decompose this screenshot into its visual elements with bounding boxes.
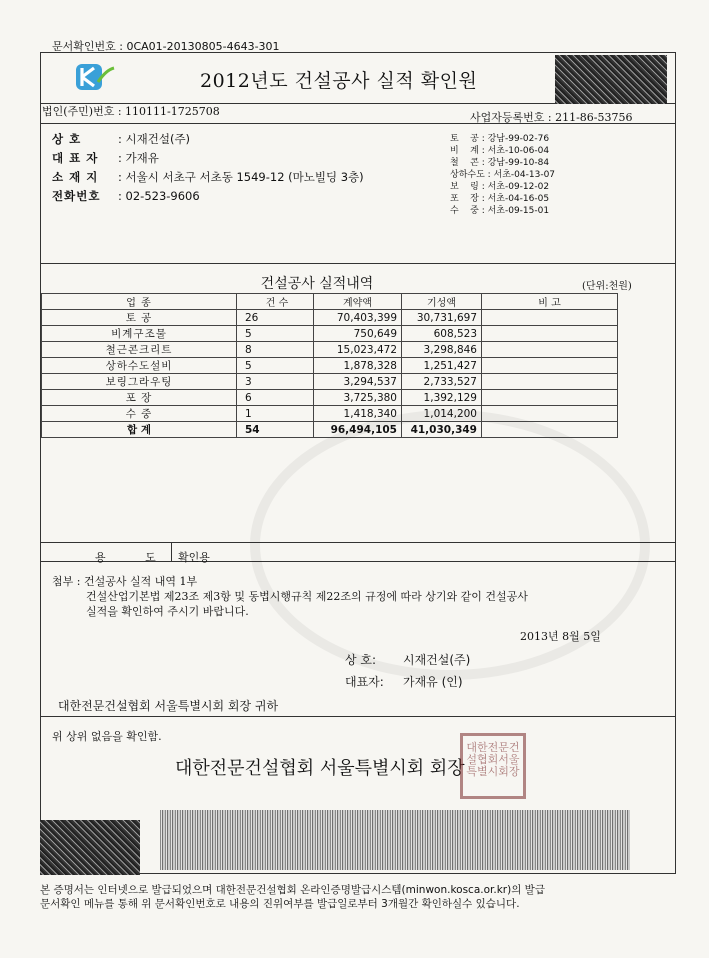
issue-date: 2013년 8월 5일 — [520, 630, 601, 643]
license-item: 수 중 : 서초-09-15-01 — [450, 206, 550, 216]
cell-contract: 750,649 — [314, 326, 402, 342]
total-contract: 96,494,105 — [314, 422, 402, 438]
cell-completed: 1,251,427 — [402, 358, 482, 374]
company-name-label: 상 호 — [52, 132, 82, 146]
cell-contract: 70,403,399 — [314, 310, 402, 326]
signature-company-label: 상 호: — [345, 653, 377, 667]
cell-category: 수 중 — [42, 406, 237, 422]
cell-note — [482, 342, 618, 358]
qr-code-top — [555, 55, 667, 104]
signature-rep-label: 대표자: — [345, 675, 384, 689]
total-count: 54 — [237, 422, 314, 438]
confirmation-text: 위 상위 없음을 확인함. — [52, 730, 162, 743]
cell-category: 토 공 — [42, 310, 237, 326]
cell-contract: 3,725,380 — [314, 390, 402, 406]
license-item: 포 장 : 서초-04-16-05 — [450, 194, 550, 204]
document-title: 2012년도 건설공사 실적 확인원 — [200, 70, 478, 92]
signature-company-row — [345, 651, 470, 668]
license-item: 철 콘 : 강남-99-10-84 — [450, 158, 550, 168]
signature-rep-row — [345, 673, 463, 690]
signature-rep-value: 가재유 (인) — [403, 675, 463, 689]
license-item: 보 링 : 서초-09-12-02 — [450, 182, 550, 192]
representative-row — [52, 150, 159, 166]
cell-category: 비계구조물 — [42, 326, 237, 342]
cell-completed: 1,014,200 — [402, 406, 482, 422]
attachment-block — [52, 574, 528, 619]
cell-completed: 3,298,846 — [402, 342, 482, 358]
cell-note — [482, 406, 618, 422]
address-row — [52, 169, 364, 185]
corp-reg-number: 법인(주민)번호 : 110111-1725708 — [42, 105, 220, 118]
table-row — [42, 310, 618, 326]
cell-contract: 3,294,537 — [314, 374, 402, 390]
footer-line: 본 증명서는 인터넷으로 발급되었으며 대한전문건설협회 온라인증명발급시스템(minwon.kosca.or.kr)의 발급 — [40, 884, 545, 896]
cell-completed: 30,731,697 — [402, 310, 482, 326]
total-completed: 41,030,349 — [402, 422, 482, 438]
cell-count: 6 — [237, 390, 314, 406]
cell-count: 1 — [237, 406, 314, 422]
cell-count: 8 — [237, 342, 314, 358]
table-row — [42, 374, 618, 390]
document-number: 문서확인번호 : 0CA01-20130805-4643-301 — [52, 40, 280, 53]
cell-count: 26 — [237, 310, 314, 326]
use-label: 용 도 — [95, 551, 174, 564]
attachment-line: 첨부 : 건설공사 실적 내역 1부 — [52, 575, 198, 588]
phone-label: 전화번호 — [52, 189, 101, 203]
table-header-row — [42, 294, 618, 310]
cell-note — [482, 326, 618, 342]
cell-completed: 2,733,527 — [402, 374, 482, 390]
phone-value: : 02-523-9606 — [118, 189, 200, 203]
phone-row — [52, 188, 200, 204]
representative-label: 대 표 자 — [52, 151, 99, 165]
cell-completed: 608,523 — [402, 326, 482, 342]
header-note: 비 고 — [482, 294, 618, 310]
cell-contract: 15,023,472 — [314, 342, 402, 358]
cell-count: 5 — [237, 358, 314, 374]
use-value: 확인용 — [178, 551, 210, 564]
table-row — [42, 326, 618, 342]
company-name-row — [52, 131, 190, 147]
body-line: 건설산업기본법 제23조 제3항 및 동법시행규칙 제22조의 규정에 따라 상기와 같이 건설공사 — [86, 590, 528, 603]
divider — [41, 263, 675, 264]
business-reg-number: 사업자등록번호 : 211-86-53756 — [470, 111, 633, 124]
total-note — [482, 422, 618, 438]
cell-category: 보링그라우팅 — [42, 374, 237, 390]
table-total-row — [42, 422, 618, 438]
body-line: 실적을 확인하여 주시기 바랍니다. — [86, 605, 249, 618]
address-label: 소 재 지 — [52, 170, 99, 184]
license-item: 토 공 : 강남-99-02-76 — [450, 134, 550, 144]
performance-table — [41, 293, 618, 438]
cell-contract: 1,418,340 — [314, 406, 402, 422]
license-item: 상하수도 : 서초-04-13-07 — [450, 170, 556, 180]
table-row — [42, 358, 618, 374]
header-completed: 기성액 — [402, 294, 482, 310]
total-category: 합 계 — [42, 422, 237, 438]
company-name-value: : 시재건설(주) — [118, 132, 191, 146]
kosca-logo-icon — [74, 62, 116, 92]
header-contract: 계약액 — [314, 294, 402, 310]
cell-note — [482, 374, 618, 390]
official-seal-stamp: 대한전문건설협회서울특별시회장 — [460, 733, 526, 799]
addressee: 대한전문건설협회 서울특별시회 회장 귀하 — [58, 699, 279, 713]
table-row — [42, 390, 618, 406]
address-value: : 서울시 서초구 서초동 1549-12 (마노빌딩 3층) — [118, 170, 364, 184]
cell-category: 포 장 — [42, 390, 237, 406]
table-row — [42, 342, 618, 358]
cell-completed: 1,392,129 — [402, 390, 482, 406]
cell-count: 5 — [237, 326, 314, 342]
cell-note — [482, 390, 618, 406]
cell-count: 3 — [237, 374, 314, 390]
cell-category: 철근콘크리트 — [42, 342, 237, 358]
section-title: 건설공사 실적내역 — [260, 276, 374, 292]
license-item: 비 계 : 서초-10-06-04 — [450, 146, 550, 156]
header-count: 건 수 — [237, 294, 314, 310]
table-row — [42, 406, 618, 422]
footer-note — [40, 883, 545, 911]
footer-line: 문서확인 메뉴를 통해 위 문서확인번호로 내용의 진위여부를 발급일로부터 3개월간 확인하실수 있습니다. — [40, 898, 520, 910]
cell-note — [482, 310, 618, 326]
divider — [41, 716, 675, 717]
cell-contract: 1,878,328 — [314, 358, 402, 374]
association-name: 대한전문건설협회 서울특별시회 회장 — [175, 758, 465, 779]
qr-code-bottom — [40, 820, 140, 875]
unit-label: (단위:천원) — [582, 281, 632, 292]
cell-category: 상하수도설비 — [42, 358, 237, 374]
signature-company-value: 시재건설(주) — [403, 653, 471, 667]
cell-note — [482, 358, 618, 374]
representative-value: : 가재유 — [118, 151, 159, 165]
2d-barcode — [160, 810, 630, 870]
header-category: 업 종 — [42, 294, 237, 310]
